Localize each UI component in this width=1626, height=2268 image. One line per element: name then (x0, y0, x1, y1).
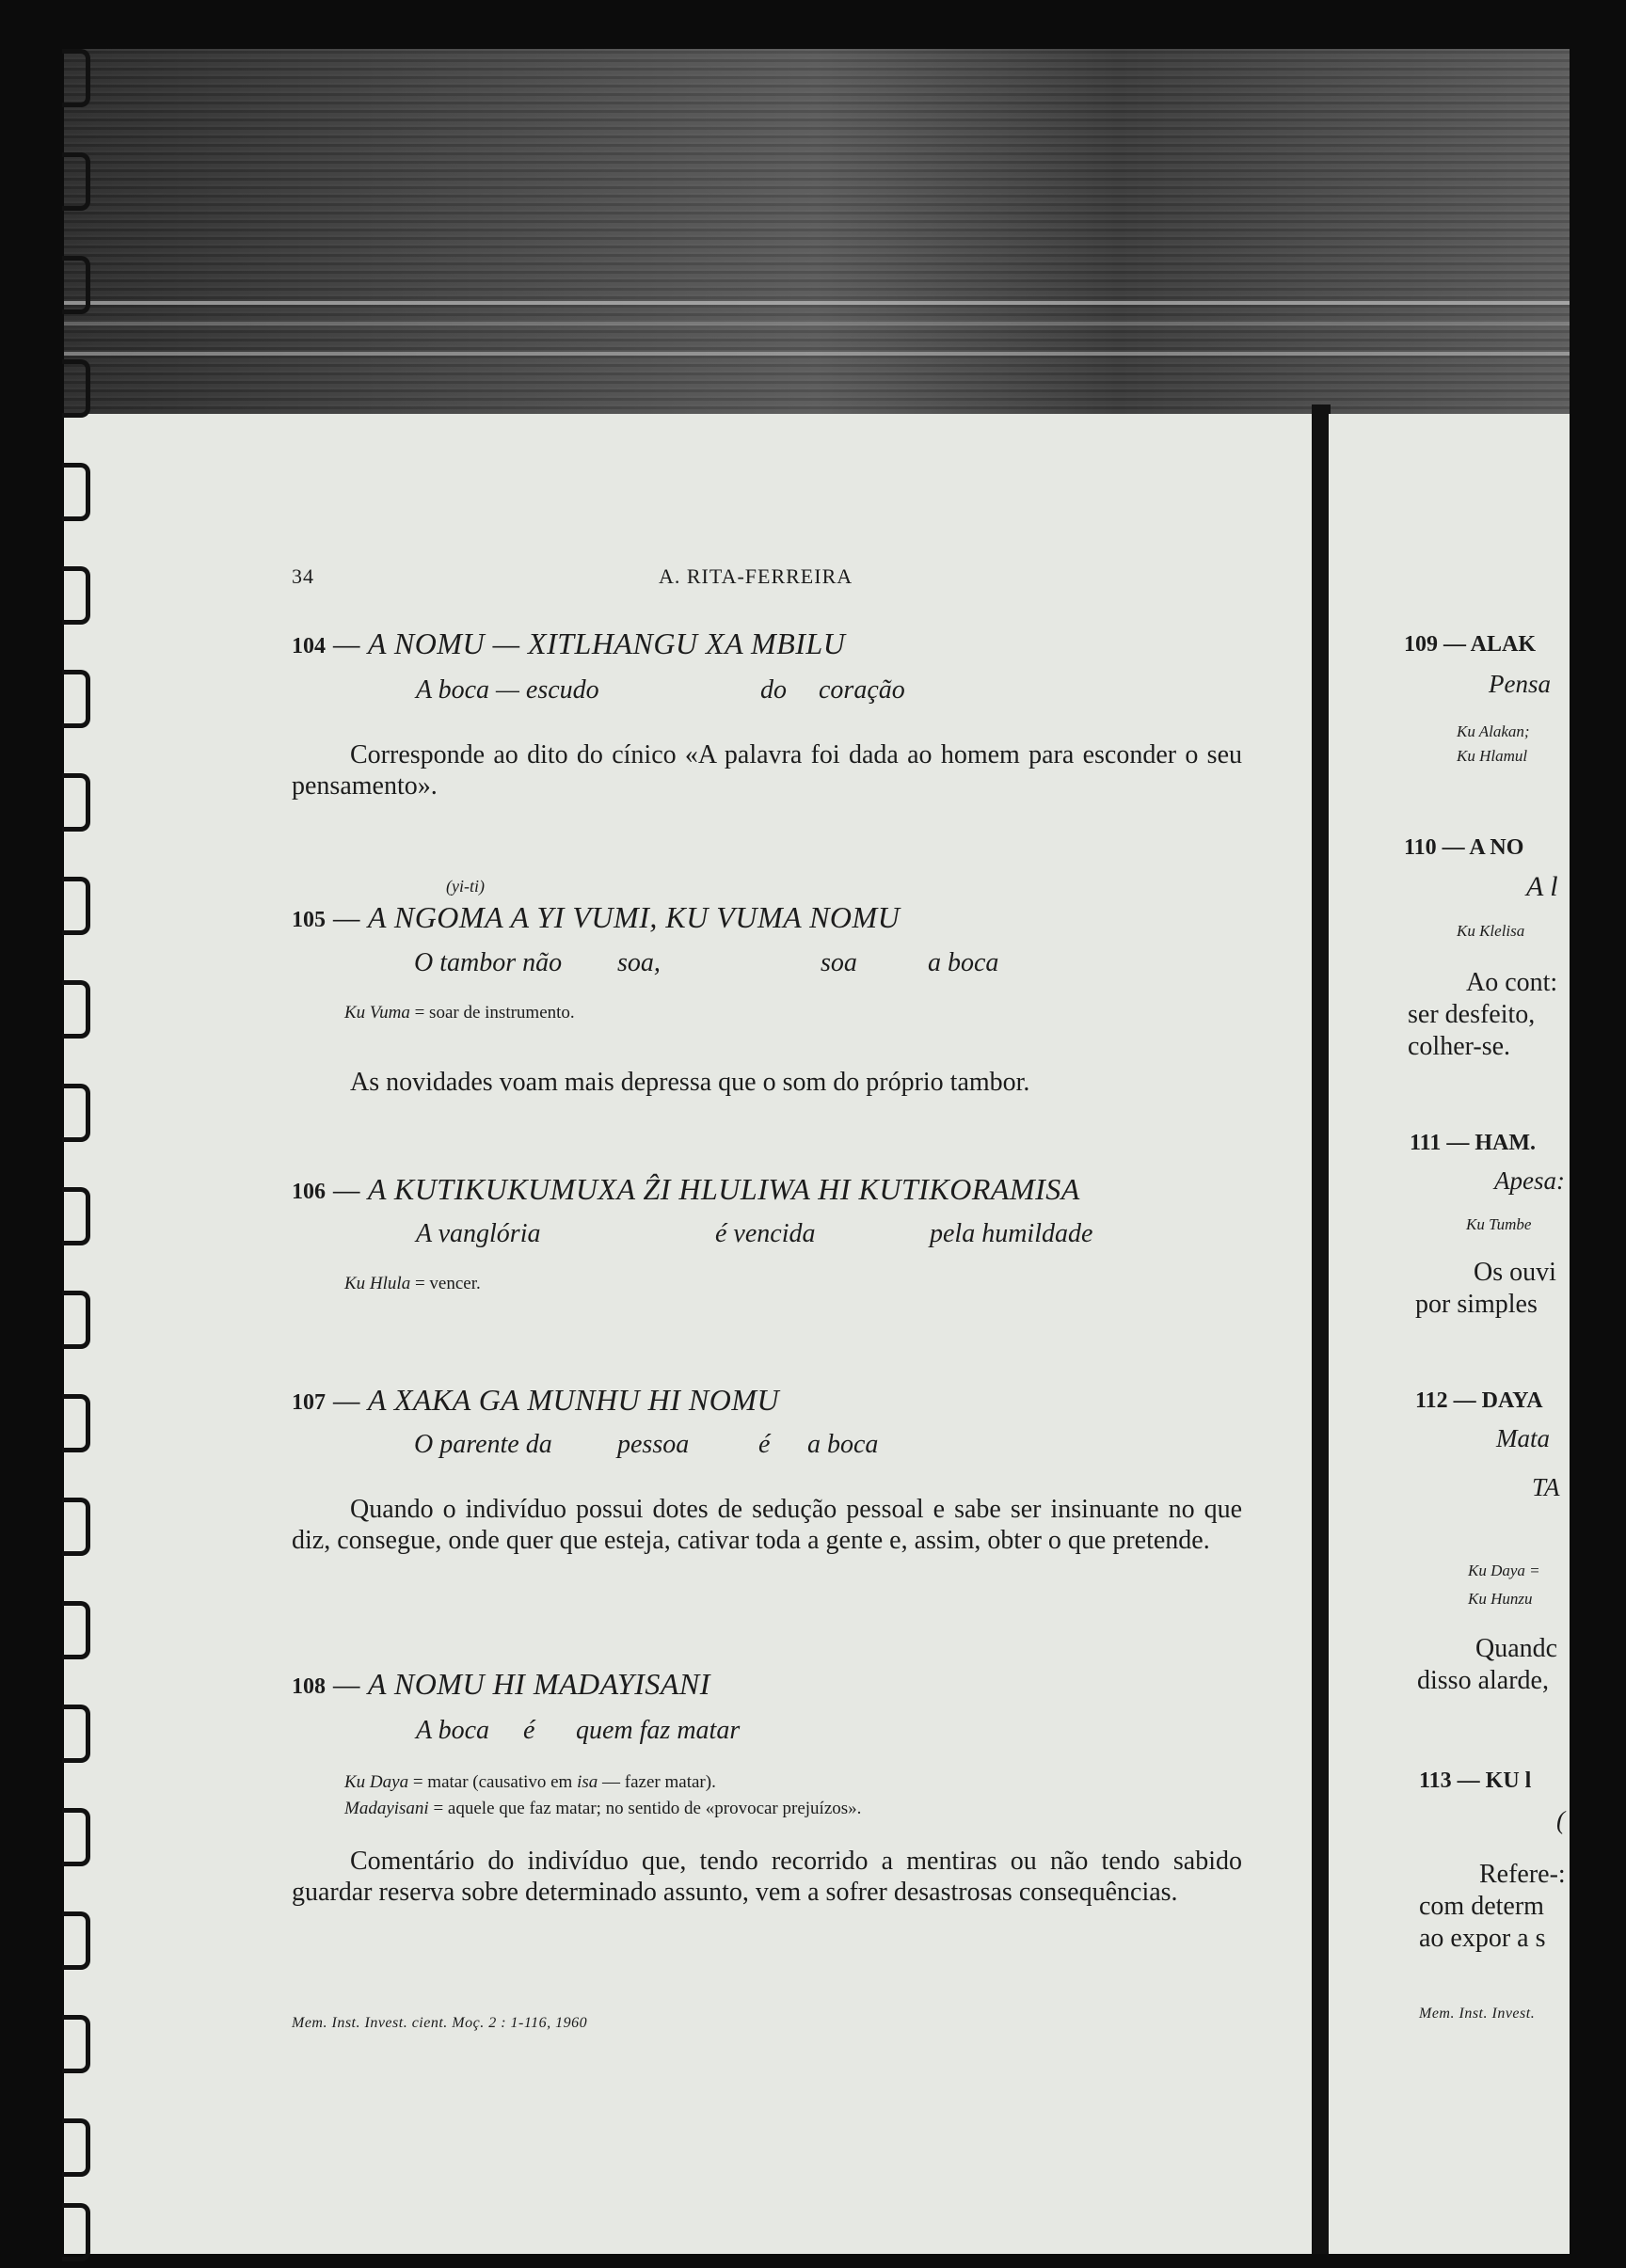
note-definition: = aquele que faz matar; no sentido de «provocar prejuízos». (433, 1799, 862, 1818)
translation (0, 1219, 1317, 1257)
entry-110-comment: colher-se. (1408, 1032, 1511, 1061)
right-page (1329, 414, 1570, 2254)
translation-word: O parente da (414, 1430, 552, 1459)
proverb-text: — A NOMU — XITLHANGU XA MBILU (333, 626, 846, 660)
translation-word: é (523, 1716, 535, 1745)
scan-dark-band (64, 49, 1570, 414)
vocab-note (344, 1274, 481, 1294)
footer-citation: Mem. Inst. Invest. cient. Moç. 2 : 1-116, 1960 (292, 2015, 588, 2031)
translation-word: O tambor não (414, 948, 563, 977)
translation-word: a boca (807, 1430, 879, 1459)
comment-paragraph: Quando o indivíduo possui dotes de sedução pessoal e sabe ser insinuante no que diz, consegue, onde quer que esteja, cativar toda a gente e, assim, obter o que pretende. (292, 1495, 1242, 1555)
translation-word: é vencida (715, 1219, 816, 1248)
proverb-text: — A NGOMA A YI VUMI, KU VUMA NOMU (333, 900, 901, 934)
entry-109-note: Ku Alakan; (1457, 722, 1530, 740)
translation-word: A boca — escudo (416, 675, 599, 705)
right-footer-citation: Mem. Inst. Invest. (1419, 2006, 1536, 2022)
entry-113-comment: ao expor a s (1419, 1924, 1546, 1953)
entry-112-note: Ku Daya = (1468, 1562, 1540, 1579)
running-title: A. RITA-FERREIRA (659, 564, 853, 588)
entry-110-comment: Ao cont: (1466, 968, 1558, 997)
translation-word: A boca (416, 1716, 490, 1745)
translation (0, 1716, 1317, 1753)
translation-word: a boca (928, 948, 999, 977)
entry-111-note: Ku Tumbe (1466, 1215, 1532, 1233)
proverb-text: — A NOMU HI MADAYISANI (333, 1667, 710, 1701)
entry-112-heading: 112 — DAYA (1415, 1388, 1543, 1413)
entry-112-comment: Quandc (1475, 1634, 1558, 1663)
entry-112-translation: Mata (1496, 1424, 1550, 1452)
page-number: 34 (292, 564, 314, 588)
note-suffix: isa (577, 1772, 598, 1792)
entry-number: 105 (292, 908, 326, 932)
entry-number: 104 (292, 634, 326, 658)
note-term: Ku Daya (344, 1772, 409, 1792)
entry-112-comment: disso alarde, (1417, 1666, 1549, 1695)
entry-112-translation-2: TA (1532, 1473, 1560, 1501)
translation-word: quem faz matar (576, 1716, 741, 1745)
translation (0, 948, 1317, 986)
entry-111-heading: 111 — HAM. (1410, 1131, 1537, 1155)
entry-109-heading: 109 — ALAK (1404, 632, 1537, 657)
vocab-note (344, 1003, 575, 1023)
entry-number: 107 (292, 1390, 326, 1415)
entry-number: 106 (292, 1180, 326, 1204)
entry-109-translation: Pensa (1489, 670, 1551, 698)
entry-110-note: Ku Klelisa (1457, 922, 1525, 940)
translation-word: pela humildade (930, 1219, 1093, 1248)
translation-word: pessoa (617, 1430, 690, 1459)
entry-110-proverb-line: A l (1526, 871, 1558, 902)
translation (0, 675, 1317, 713)
note-definition: = soar de instrumento. (414, 1003, 575, 1023)
entry-110-heading: 110 — A NO (1404, 835, 1524, 860)
spiral-binding (62, 49, 100, 2260)
note-term: Ku Hlula (344, 1274, 411, 1293)
note-definition: = matar (causativo em (412, 1772, 573, 1792)
translation-word: é (758, 1430, 771, 1459)
proverb-text: — A XAKA GA MUNHU HI NOMU (333, 1383, 780, 1417)
translation-word: A vanglória (416, 1219, 541, 1248)
entry-111-comment: Os ouvi (1474, 1258, 1556, 1287)
comment-paragraph: Comentário do indivíduo que, tendo recorrido a mentiras ou não tendo sabido guardar reserva sobre determinado assunto, vem a sofrer desastrosas consequências. (292, 1847, 1242, 1907)
entry-113-translation: ( (1556, 1806, 1565, 1834)
translation-word: do (760, 675, 787, 705)
translation-word: soa, (617, 948, 661, 977)
entry-109-note: Ku Hlamul (1457, 747, 1528, 765)
note-term: Ku Vuma (344, 1003, 410, 1023)
note-definition-rest: — fazer matar). (602, 1772, 716, 1792)
entry-110-comment: ser desfeito, (1408, 1000, 1536, 1029)
entry-111-comment: por simples (1415, 1290, 1538, 1319)
note-term: Madayisani (344, 1799, 429, 1818)
entry-111-translation: Apesa: (1494, 1166, 1565, 1195)
entry-113-comment: Refere-: (1479, 1860, 1566, 1889)
syllable-gloss: (yi-ti) (446, 877, 485, 896)
proverb-text: — A KUTIKUKUMUXA ẐI HLULIWA HI KUTIKORAMISA (333, 1172, 1080, 1206)
entry-113-comment: com determ (1419, 1892, 1544, 1921)
entry-113-heading: 113 — KU l (1419, 1768, 1532, 1793)
translation (0, 1430, 1317, 1467)
note-definition: = vencer. (414, 1274, 481, 1293)
comment-paragraph: As novidades voam mais depressa que o som do próprio tambor. (350, 1068, 1030, 1097)
vocab-note (344, 1799, 861, 1819)
entry-number: 108 (292, 1674, 326, 1699)
entry-112-note: Ku Hunzu (1468, 1590, 1533, 1608)
vocab-note (344, 1772, 716, 1793)
translation-word: soa (821, 948, 857, 977)
comment-paragraph: Corresponde ao dito do cínico «A palavra foi dada ao homem para esconder o seu pensamento». (292, 740, 1242, 801)
translation-word: coração (819, 675, 905, 705)
